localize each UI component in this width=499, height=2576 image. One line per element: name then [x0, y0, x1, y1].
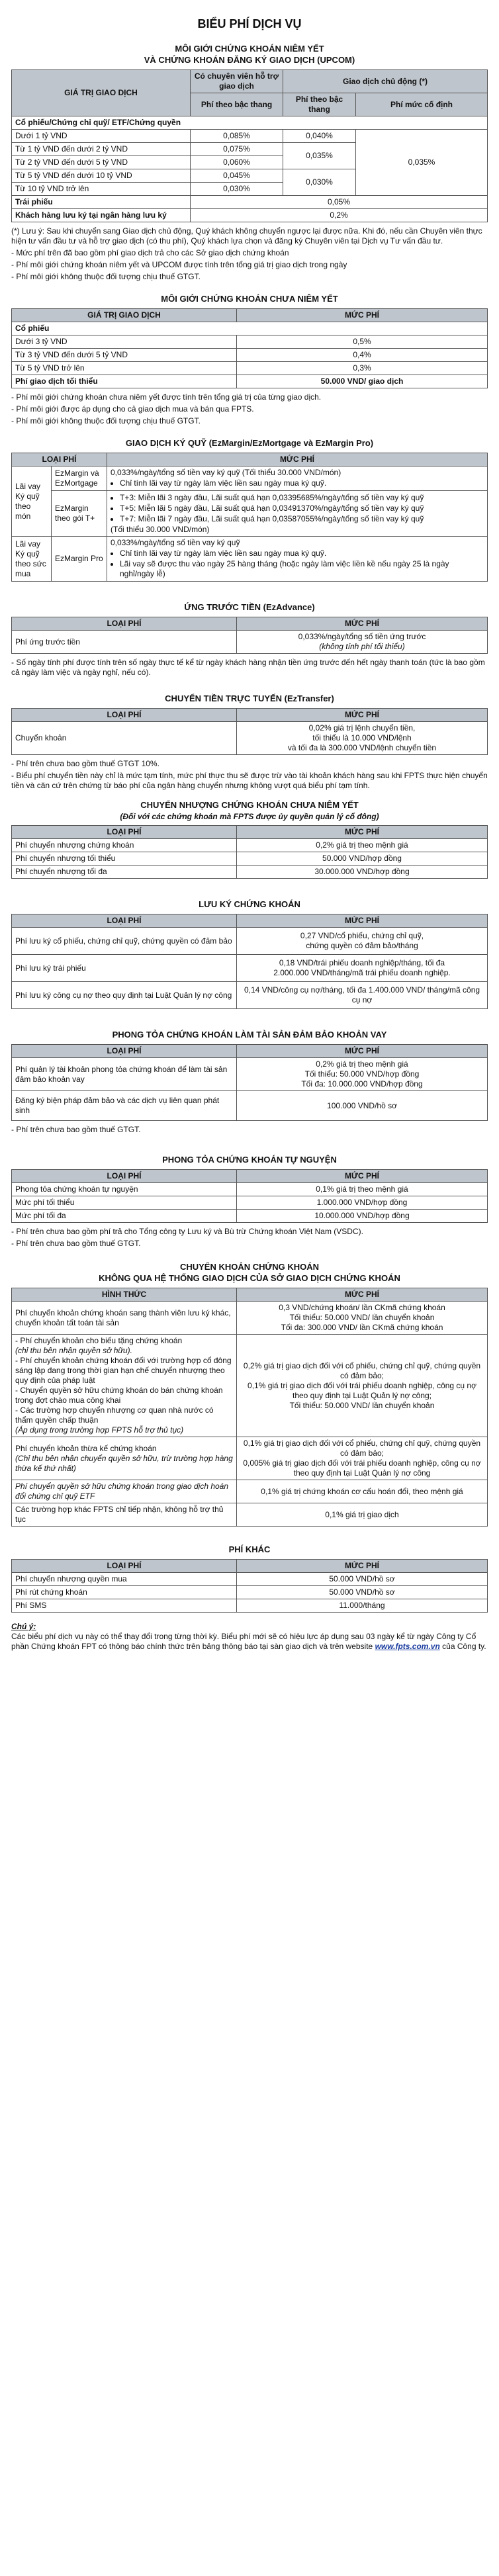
- website-link[interactable]: www.fpts.com.vn: [375, 1642, 440, 1651]
- footer-text: [11, 1632, 488, 1652]
- group-row: Cổ phiếu: [12, 322, 488, 335]
- tier-fee: 0,085%: [191, 130, 283, 143]
- footer-body: Các biểu phí dịch vụ này có thể thay đổi trong từng thời kỳ. Biểu phí mới sẽ có hiệu lực áp dụng sau 03 ngày kể từ ngày Công ty Cổ phần Chứng khoán FPT có thông báo chính thức trên bảng thông báo tại sàn giao dịch và trên website: [11, 1632, 476, 1651]
- note: - Phí trên chưa bao gồm thuế GTGT 10%.: [11, 759, 159, 768]
- s6-title: CHUYỂN NHƯỢNG CHỨNG KHOÁN CHƯA NIÊM YẾT: [140, 800, 359, 810]
- fee-value: 1.000.000 VND/hợp đồng: [237, 1196, 488, 1210]
- col-header-tier-self: Phí theo bậc thang: [283, 93, 356, 116]
- s1-title-2: VÀ CHỨNG KHOÁN ĐĂNG KÝ GIAO DỊCH (UPCOM): [144, 55, 355, 65]
- col-header-fee: MỨC PHÍ: [107, 453, 488, 466]
- s11-title: PHÍ KHÁC: [228, 1544, 271, 1554]
- footer-title: Chú ý:: [11, 1622, 36, 1631]
- fee-line: 0,3 VND/chứng khoán/ lần CKmã chứng khoán: [279, 1303, 445, 1312]
- s8-title: PHONG TỎA CHỨNG KHOÁN LÀM TÀI SẢN ĐẢM BẢO KHOẢN VAY: [112, 1030, 387, 1040]
- s10-title-2: KHÔNG QUA HỆ THỐNG GIAO DỊCH CỦA SỞ GIAO DỊCH CHỨNG KHOÁN: [99, 1273, 400, 1283]
- custody-bank-label: Khách hàng lưu ký tại ngân hàng lưu ký: [12, 209, 191, 222]
- advance-table: [11, 617, 488, 654]
- s9-title: PHONG TỎA CHỨNG KHOÁN TỰ NGUYỆN: [162, 1155, 337, 1165]
- col-header-fee: MỨC PHÍ: [237, 914, 488, 928]
- fee-line: Tối thiểu: 50.000 VND/hợp đồng: [304, 1069, 420, 1079]
- note: - Phí trên chưa bao gồm thuế GTGT.: [11, 1125, 141, 1134]
- tier-fee: 0,060%: [191, 156, 283, 169]
- col-header-self: Giao dịch chủ động (*): [283, 70, 488, 93]
- fee-line: Phí chuyển khoản thừa kế chứng khoán: [15, 1443, 157, 1453]
- note: - Biểu phí chuyển tiền này chỉ là mức tạm tính, mức phí thực thu sẽ được trừ vào tài khoản khách hàng sau khi FPTS thực hiện chuyển tiền và căn cứ trên chứng từ báo phí của ngân hàng chuyển nhưng không vượt quá biểu phí tạm tính.: [11, 771, 488, 790]
- fee-line: 0,033%/ngày/tổng số tiền vay ký quỹ: [111, 538, 240, 547]
- fee-value: [237, 1302, 488, 1335]
- tier-fee: 0,4%: [237, 349, 488, 362]
- fee-line: 2.000.000 VND/tháng/mã trái phiếu doanh nghiệp.: [273, 968, 451, 977]
- fee-value: 50.000 VND/hồ sơ: [237, 1586, 488, 1599]
- col-header-form: HÌNH THỨC: [12, 1288, 237, 1302]
- fee-value: 10.000.000 VND/hợp đồng: [237, 1210, 488, 1223]
- note: - Mức phí trên đã bao gồm phí giao dịch trả cho các Sở giao dịch chứng khoán: [11, 248, 289, 257]
- self-tier-fee: 0,035%: [283, 143, 356, 169]
- col-header-fee: MỨC PHÍ: [237, 1288, 488, 1302]
- note: - Phí môi giới không thuộc đối tượng chịu thuế GTGT.: [11, 272, 201, 281]
- fee-line: (chỉ thu bên nhận quyền sở hữu).: [15, 1346, 132, 1355]
- fee-line: Tối thiểu: 50.000 VND/ lần chuyển khoản: [289, 1313, 435, 1322]
- collateral-table: [11, 1044, 488, 1121]
- fee-line: và tối đa là 300.000 VND/lệnh chuyển tiền: [287, 743, 437, 752]
- s3-title: GIAO DỊCH KÝ QUỸ (EzMargin/EzMortgage và EzMargin Pro): [125, 438, 374, 448]
- transfer-table: [11, 708, 488, 755]
- fee-label: Phí chuyển nhượng quyền mua: [12, 1573, 237, 1586]
- fee-value: 100.000 VND/hồ sơ: [237, 1091, 488, 1121]
- fee-line: Tối đa: 300.000 VND/ lần CKmã chứng khoán: [281, 1323, 443, 1332]
- product-ezmargin-pro: EzMargin Pro: [52, 537, 107, 582]
- fee-value: 0,14 VND/công cụ nợ/tháng, tối đa 1.400.000 VND/ tháng/mã công cụ nợ: [237, 982, 488, 1009]
- fee-bullet: • T+7: Miễn lãi 7 ngày đầu, Lãi suất quá hạn 0,03587055%/ngày/tổng số tiền vay ký quỹ: [120, 514, 484, 524]
- custody-bank-fee: 0,2%: [191, 209, 488, 222]
- bond-label: Trái phiếu: [12, 196, 191, 209]
- fee-bullet: • Lãi vay sẽ được thu vào ngày 25 hàng tháng (hoặc ngày làm việc liền kề nếu ngày 25 là ngày nghỉ/ngày lễ): [120, 559, 484, 579]
- fee-label: Phí SMS: [12, 1599, 237, 1613]
- fee-line: 0,005% giá trị giao dịch đối với trái phiếu doanh nghiệp, công cụ nợ theo quy định tại Luật Quản lý nợ công: [243, 1458, 481, 1478]
- fee-value: 0,1% giá trị theo mệnh giá: [237, 1183, 488, 1196]
- note: - Phí môi giới chứng khoán niêm yết và UPCOM được tính trên tổng giá trị giao dịch trong ngày: [11, 260, 347, 269]
- col-header-type: LOẠI PHÍ: [12, 1560, 237, 1573]
- col-header-type: LOẠI PHÍ: [12, 617, 237, 631]
- fee-label: Các trường hợp khác FPTS chỉ tiếp nhận, không hỗ trợ thủ tục: [12, 1503, 237, 1527]
- fee-line: (Chỉ thu bên nhận chuyển quyền sở hữu, trừ trường hợp hàng thừa kế thứ nhất): [15, 1453, 233, 1473]
- fee-label: Phí chuyển nhượng tối thiểu: [12, 852, 237, 866]
- fee-line: 0,1% giá trị giao dịch đối với trái phiếu doanh nghiệp, công cụ nợ theo quy định tại Luật Quản lý nợ công;: [248, 1380, 476, 1400]
- note: - Phí trên chưa bao gồm thuế GTGT.: [11, 1239, 141, 1248]
- col-header-fee: MỨC PHÍ: [237, 1170, 488, 1183]
- footer-note: [11, 1622, 488, 1652]
- fee-schedule-page: [11, 0, 488, 1652]
- fee-line: - Các trường hợp chuyển nhượng cơ quan nhà nước có thẩm quyền chấp thuận: [15, 1405, 214, 1425]
- col-header-value: GIÁ TRỊ GIAO DỊCH: [12, 309, 237, 322]
- fee-line: - Phí chuyển khoản chứng khoán đối với trường hợp cổ đông sáng lập đang trong thời gian hạn chế chuyển nhượng theo quy định của pháp luật: [15, 1356, 232, 1385]
- fee-line: 0,18 VND/trái phiếu doanh nghiệp/tháng, tối đa: [279, 958, 445, 967]
- loan-by-item-label: Lãi vay Ký quỹ theo món: [12, 466, 52, 537]
- ezmargin-fee: [107, 466, 488, 491]
- col-header-tier: Phí theo bậc thang: [191, 93, 283, 116]
- col-header-fee: MỨC PHÍ: [237, 826, 488, 839]
- fee-label: Phí rút chứng khoán: [12, 1586, 237, 1599]
- fee-value: [237, 1437, 488, 1480]
- fee-line: 0,033%/ngày/tổng số tiền vay ký quỹ (Tối thiểu 30.000 VND/món): [111, 468, 341, 477]
- fee-label: [12, 1335, 237, 1437]
- custody-table: [11, 914, 488, 1009]
- col-header-type: LOẠI PHÍ: [12, 709, 237, 722]
- fee-value: [237, 928, 488, 955]
- fee-line: 0,2% giá trị giao dịch đối với cổ phiếu, chứng chỉ quỹ, chứng quyền có đảm bảo;: [243, 1360, 481, 1380]
- tier-fee: 0,045%: [191, 169, 283, 183]
- s9-notes: [11, 1227, 488, 1249]
- fixed-fee: 0,035%: [356, 130, 488, 196]
- other-fees-table: [11, 1559, 488, 1613]
- fee-line: 0,033%/ngày/tổng số tiền ứng trước: [298, 632, 426, 641]
- fee-bullet: • Chỉ tính lãi vay từ ngày làm việc liền sau ngày mua ký quỹ.: [120, 478, 484, 488]
- fee-label: Đăng ký biện pháp đảm bảo và các dịch vụ liên quan phát sinh: [12, 1091, 237, 1121]
- fee-bullet: • T+5: Miễn lãi 5 ngày đầu, Lãi suất quá hạn 0,03491370%/ngày/tổng số tiền vay ký quỹ: [120, 504, 484, 513]
- fee-line: 0,2% giá trị theo mệnh giá: [316, 1059, 408, 1069]
- margin-table: [11, 453, 488, 582]
- ezmargin-t-fee: [107, 491, 488, 537]
- note: - Phí trên chưa bao gồm phí trả cho Tổng công ty Lưu ký và Bù trừ Chứng khoán Việt Nam (VSDC).: [11, 1227, 363, 1236]
- fee-label: Phong tỏa chứng khoán tự nguyện: [12, 1183, 237, 1196]
- col-header-advisor: Có chuyên viên hỗ trợ giao dịch: [191, 70, 283, 93]
- col-header-type: LOẠI PHÍ: [12, 453, 107, 466]
- off-exchange-transfer-table: [11, 1288, 488, 1527]
- s5-title: CHUYỂN TIỀN TRỰC TUYẾN (EzTransfer): [165, 693, 334, 703]
- tier-label: Dưới 1 tỷ VND: [12, 130, 191, 143]
- voluntary-block-table: [11, 1169, 488, 1223]
- s4-title: ỨNG TRƯỚC TIỀN (EzAdvance): [184, 602, 315, 612]
- tier-label: Từ 1 tỷ VND đến dưới 2 tỷ VND: [12, 143, 191, 156]
- fee-label: Phí chuyển nhượng chứng khoán: [12, 839, 237, 852]
- fee-label: Phí lưu ký công cụ nợ theo quy định tại Luật Quản lý nợ công: [12, 982, 237, 1009]
- fee-label: Phí chuyển quyền sở hữu chứng khoán trong giao dịch hoán đổi chứng chỉ quỹ ETF: [12, 1480, 237, 1503]
- fee-label: Mức phí tối thiểu: [12, 1196, 237, 1210]
- transfer-fee: [237, 722, 488, 755]
- footer-tail: của Công ty.: [442, 1642, 486, 1651]
- fee-line: (không tính phí tối thiểu): [319, 642, 405, 651]
- fee-line: Tối đa: 10.000.000 VND/hợp đồng: [301, 1079, 423, 1088]
- s6-subtitle: (Đối với các chứng khoán mà FPTS được ủy quyền quản lý cổ đông): [120, 812, 379, 821]
- product-ezmargin-t: EzMargin theo gói T+: [52, 491, 107, 537]
- s5-notes: [11, 759, 488, 791]
- fee-line: (Áp dụng trong trường hợp FPTS hỗ trợ thủ tục): [15, 1425, 184, 1435]
- self-tier-fee: 0,030%: [283, 169, 356, 196]
- transfer-label: Chuyển khoản: [12, 722, 237, 755]
- fee-value: 11.000/tháng: [237, 1599, 488, 1613]
- fee-label: Mức phí tối đa: [12, 1210, 237, 1223]
- fee-bullet: • T+3: Miễn lãi 3 ngày đầu, Lãi suất quá hạn 0,03395685%/ngày/tổng số tiền vay ký quỹ: [120, 493, 484, 503]
- fee-line: Tối thiểu: 50.000 VND/ lần chuyển khoản: [289, 1400, 435, 1410]
- col-header-fixed: Phí mức cố định: [356, 93, 488, 116]
- self-tier-fee: 0,040%: [283, 130, 356, 143]
- fee-value: 0,2% giá trị theo mệnh giá: [237, 839, 488, 852]
- note: (*) Lưu ý: Sau khi chuyển sang Giao dịch chủ động, Quý khách không chuyển ngược lại được nữa. Khi đó, nếu cần Chuyên viên thực hiện tư vấn đầu tư và hỗ trợ giao dịch (có thu phí), Quý khách lựa chọn và đăng ký Chuyên viên tại Dịch vụ Tư vấn đầu tư.: [11, 226, 482, 245]
- fee-bullet: • Chỉ tính lãi vay từ ngày làm việc liền sau ngày mua ký quỹ.: [120, 549, 484, 558]
- col-header-fee: MỨC PHÍ: [237, 709, 488, 722]
- fee-label: Phí lưu ký trái phiếu: [12, 955, 237, 982]
- s7-title: LƯU KÝ CHỨNG KHOÁN: [199, 899, 300, 909]
- fee-value: [237, 955, 488, 982]
- tier-fee: 0,3%: [237, 362, 488, 375]
- s10-title-1: CHUYỂN KHOẢN CHỨNG KHOÁN: [179, 1262, 320, 1272]
- fee-value: [237, 1335, 488, 1437]
- unlisted-transfer-table: [11, 825, 488, 879]
- tier-fee: 0,5%: [237, 335, 488, 349]
- col-header-fee: MỨC PHÍ: [237, 1045, 488, 1058]
- fee-value: 30.000.000 VND/hợp đồng: [237, 866, 488, 879]
- listed-brokerage-table: [11, 69, 488, 222]
- fee-line: 0,02% giá trị lệnh chuyển tiền,: [308, 723, 416, 733]
- s2-title: MÔI GIỚI CHỨNG KHOÁN CHƯA NIÊM YẾT: [161, 294, 338, 304]
- fee-value: 0,1% giá trị giao dịch: [237, 1503, 488, 1527]
- bond-fee: 0,05%: [191, 196, 488, 209]
- fee-value: 50.000 VND/hồ sơ: [237, 1573, 488, 1586]
- fee-line: (Tối thiểu 30.000 VND/món): [111, 525, 210, 534]
- fee-line: 0,27 VND/cổ phiếu, chứng chỉ quỹ,: [300, 931, 424, 940]
- fee-line: - Chuyển quyền sở hữu chứng khoán do bán chứng khoán trong đợt chào mua công khai: [15, 1386, 223, 1405]
- col-header-type: LOẠI PHÍ: [12, 914, 237, 928]
- fee-value: 50.000 VND/hợp đồng: [237, 852, 488, 866]
- advance-fee-label: Phí ứng trước tiền: [12, 631, 237, 654]
- s4-notes: [11, 658, 488, 678]
- fee-line: tối thiểu là 10.000 VND/lệnh: [312, 733, 412, 742]
- tier-label: Từ 5 tỷ VND trở lên: [12, 362, 237, 375]
- tier-label: Từ 3 tỷ VND đến dưới 5 tỷ VND: [12, 349, 237, 362]
- col-header-fee: MỨC PHÍ: [237, 1560, 488, 1573]
- tier-label: Từ 5 tỷ VND đến dưới 10 tỷ VND: [12, 169, 191, 183]
- page-title: BIỂU PHÍ DỊCH VỤ: [197, 17, 302, 30]
- s2-notes: [11, 392, 488, 426]
- col-header-value: GIÁ TRỊ GIAO DỊCH: [12, 70, 191, 116]
- col-header-fee: MỨC PHÍ: [237, 617, 488, 631]
- s8-notes: [11, 1125, 488, 1135]
- group-row: Cổ phiếu/Chứng chỉ quỹ/ ETF/Chứng quyền: [12, 116, 488, 130]
- fee-label: Phí quản lý tài khoản phong tỏa chứng khoán để làm tài sản đảm bảo khoản vay: [12, 1058, 237, 1091]
- fee-label: Phí lưu ký cổ phiếu, chứng chỉ quỹ, chứng quyền có đảm bảo: [12, 928, 237, 955]
- min-fee-label: Phí giao dịch tối thiểu: [12, 375, 237, 388]
- fee-value: 0,1% giá trị chứng khoán cơ cấu hoán đổi, theo mệnh giá: [237, 1480, 488, 1503]
- min-fee-value: 50.000 VND/ giao dịch: [237, 375, 488, 388]
- fee-line: chứng quyền có đảm bảo/tháng: [306, 941, 418, 950]
- ezmargin-pro-fee: [107, 537, 488, 582]
- col-header-type: LOẠI PHÍ: [12, 826, 237, 839]
- fee-value: [237, 1058, 488, 1091]
- fee-line: 0,1% giá trị giao dịch đối với cổ phiếu, chứng chỉ quỹ, chứng quyền có đảm bảo;: [243, 1439, 481, 1458]
- s1-title-1: MÔI GIỚI CHỨNG KHOÁN NIÊM YẾT: [175, 44, 324, 54]
- fee-label: Phí chuyển khoản chứng khoán sang thành viên lưu ký khác, chuyển khoản tất toán tài sản: [12, 1302, 237, 1335]
- unlisted-brokerage-table: [11, 308, 488, 388]
- tier-fee: 0,030%: [191, 183, 283, 196]
- advance-fee-value: [237, 631, 488, 654]
- product-ezmargin-ezmortgage: EzMargin và EzMortgage: [52, 466, 107, 491]
- tier-label: Từ 2 tỷ VND đến dưới 5 tỷ VND: [12, 156, 191, 169]
- tier-fee: 0,075%: [191, 143, 283, 156]
- loan-by-power-label: Lãi vay Ký quỹ theo sức mua: [12, 537, 52, 582]
- col-header-fee: MỨC PHÍ: [237, 309, 488, 322]
- col-header-type: LOẠI PHÍ: [12, 1170, 237, 1183]
- tier-label: Từ 10 tỷ VND trở lên: [12, 183, 191, 196]
- col-header-type: LOẠI PHÍ: [12, 1045, 237, 1058]
- note: - Phí môi giới không thuộc đối tượng chịu thuế GTGT.: [11, 416, 201, 425]
- tier-label: Dưới 3 tỷ VND: [12, 335, 237, 349]
- note: - Phí môi giới chứng khoán chưa niêm yết được tính trên tổng giá trị của từng giao dịch.: [11, 392, 322, 402]
- note: - Phí môi giới được áp dụng cho cả giao dịch mua và bán qua FPTS.: [11, 404, 254, 414]
- s1-notes: [11, 226, 488, 282]
- note: - Số ngày tính phí được tính trên số ngày thực tế kể từ ngày khách hàng nhận tiền ứng trước đến hết ngày thanh toán (tức là bao gồm cả ngày làm việc và ngày nghỉ, nếu có).: [11, 658, 485, 677]
- fee-line: - Phí chuyển khoản cho biếu tặng chứng khoán: [15, 1336, 183, 1345]
- fee-label: [12, 1437, 237, 1480]
- fee-label: Phí chuyển nhượng tối đa: [12, 866, 237, 879]
